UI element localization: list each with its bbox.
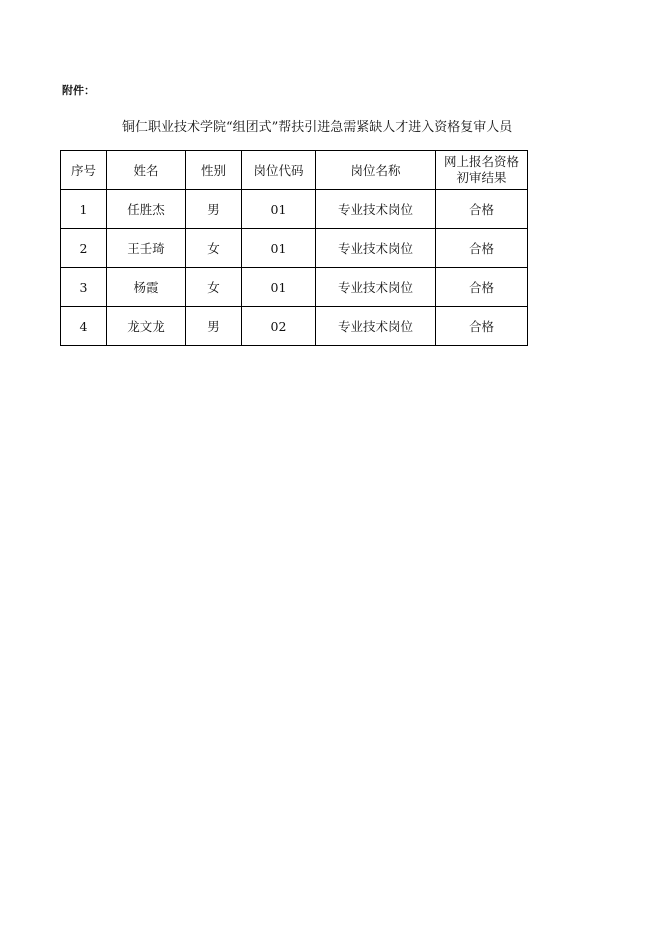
table-row bbox=[61, 307, 528, 346]
cell-post-code: 01 bbox=[242, 268, 316, 307]
cell-gender: 女 bbox=[186, 229, 242, 268]
cell-result: 合格 bbox=[436, 268, 528, 307]
cell-seq: 4 bbox=[61, 307, 107, 346]
cell-post-name: 专业技术岗位 bbox=[316, 229, 436, 268]
candidate-table bbox=[60, 150, 528, 346]
cell-post-name: 专业技术岗位 bbox=[316, 190, 436, 229]
header-name: 姓名 bbox=[107, 151, 186, 190]
table-row bbox=[61, 190, 528, 229]
title-clip bbox=[60, 112, 527, 138]
cell-gender: 男 bbox=[186, 190, 242, 229]
document-title: 铜仁职业技术学院“组团式”帮扶引进急需紧缺人才进入资格复审人员 bbox=[122, 120, 513, 135]
table-row bbox=[61, 229, 528, 268]
header-result-text bbox=[444, 154, 519, 186]
cell-seq: 3 bbox=[61, 268, 107, 307]
table-header-row bbox=[61, 151, 528, 190]
cell-result: 合格 bbox=[436, 190, 528, 229]
cell-name: 杨霞 bbox=[107, 268, 186, 307]
cell-post-name: 专业技术岗位 bbox=[316, 268, 436, 307]
cell-seq: 2 bbox=[61, 229, 107, 268]
cell-result: 合格 bbox=[436, 229, 528, 268]
header-result-line2: 初审结果 bbox=[456, 170, 507, 185]
table-row bbox=[61, 268, 528, 307]
cell-gender: 男 bbox=[186, 307, 242, 346]
header-gender: 性别 bbox=[186, 151, 242, 190]
header-post-name: 岗位名称 bbox=[316, 151, 436, 190]
cell-name: 任胜杰 bbox=[107, 190, 186, 229]
header-result-line1: 网上报名资格 bbox=[443, 154, 519, 169]
header-result bbox=[436, 151, 528, 190]
cell-seq: 1 bbox=[61, 190, 107, 229]
header-seq: 序号 bbox=[61, 151, 107, 190]
cell-gender: 女 bbox=[186, 268, 242, 307]
cell-post-code: 01 bbox=[242, 190, 316, 229]
attachment-label: 附件： bbox=[62, 84, 95, 97]
header-post-code: 岗位代码 bbox=[242, 151, 316, 190]
cell-name: 龙文龙 bbox=[107, 307, 186, 346]
cell-post-code: 01 bbox=[242, 229, 316, 268]
cell-post-name: 专业技术岗位 bbox=[316, 307, 436, 346]
cell-name: 王壬琦 bbox=[107, 229, 186, 268]
cell-post-code: 02 bbox=[242, 307, 316, 346]
cell-result: 合格 bbox=[436, 307, 528, 346]
